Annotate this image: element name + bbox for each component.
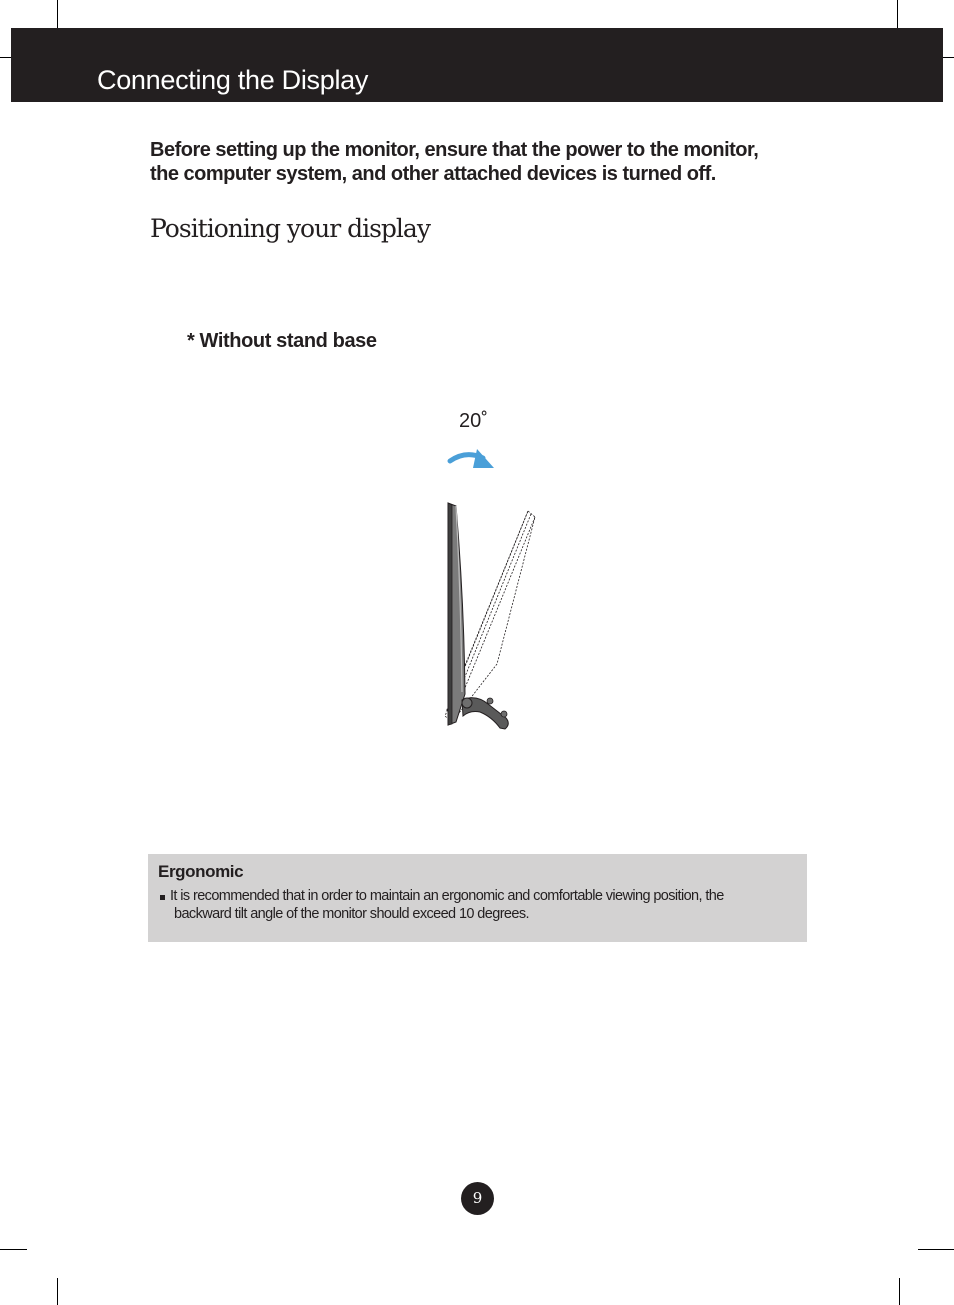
section-title: Positioning your display (150, 214, 430, 243)
upright-monitor (448, 503, 465, 725)
ergonomic-note (148, 854, 807, 942)
stand-neck (462, 698, 508, 729)
ergonomic-note-title: Ergonomic (158, 862, 244, 881)
crop-mark-left-bottom (0, 1249, 27, 1250)
power-warning-line-2: the computer system, and other attached devices is turned off. (150, 163, 716, 185)
crop-mark-top-right (897, 0, 898, 28)
crop-mark-top-left (57, 0, 58, 28)
ergonomic-note-text (170, 887, 790, 923)
crop-mark-right-bottom (918, 1249, 954, 1250)
power-warning (150, 138, 830, 186)
crop-mark-left-top (0, 57, 11, 58)
monitor-tilt-illustration (400, 400, 560, 740)
tilt-arrow-icon (450, 449, 494, 468)
without-stand-base-label: * Without stand base (187, 330, 377, 352)
crop-mark-bottom-left (57, 1278, 58, 1305)
page-title: Connecting the Display (97, 65, 369, 95)
power-warning-line-1: Before setting up the monitor, ensure that the power to the monitor, (150, 139, 759, 161)
ergonomic-note-line-1: It is recommended that in order to maintain an ergonomic and comfortable viewing position, the (170, 888, 724, 904)
crop-mark-bottom-right (899, 1278, 900, 1305)
page-number: 9 (461, 1182, 494, 1215)
tilt-angle-label: 20˚ (459, 410, 488, 432)
ergonomic-note-line-2: backward tilt angle of the monitor should exceed 10 degrees. (174, 906, 529, 922)
bullet-icon (160, 895, 165, 900)
crop-mark-right-top (943, 57, 954, 58)
